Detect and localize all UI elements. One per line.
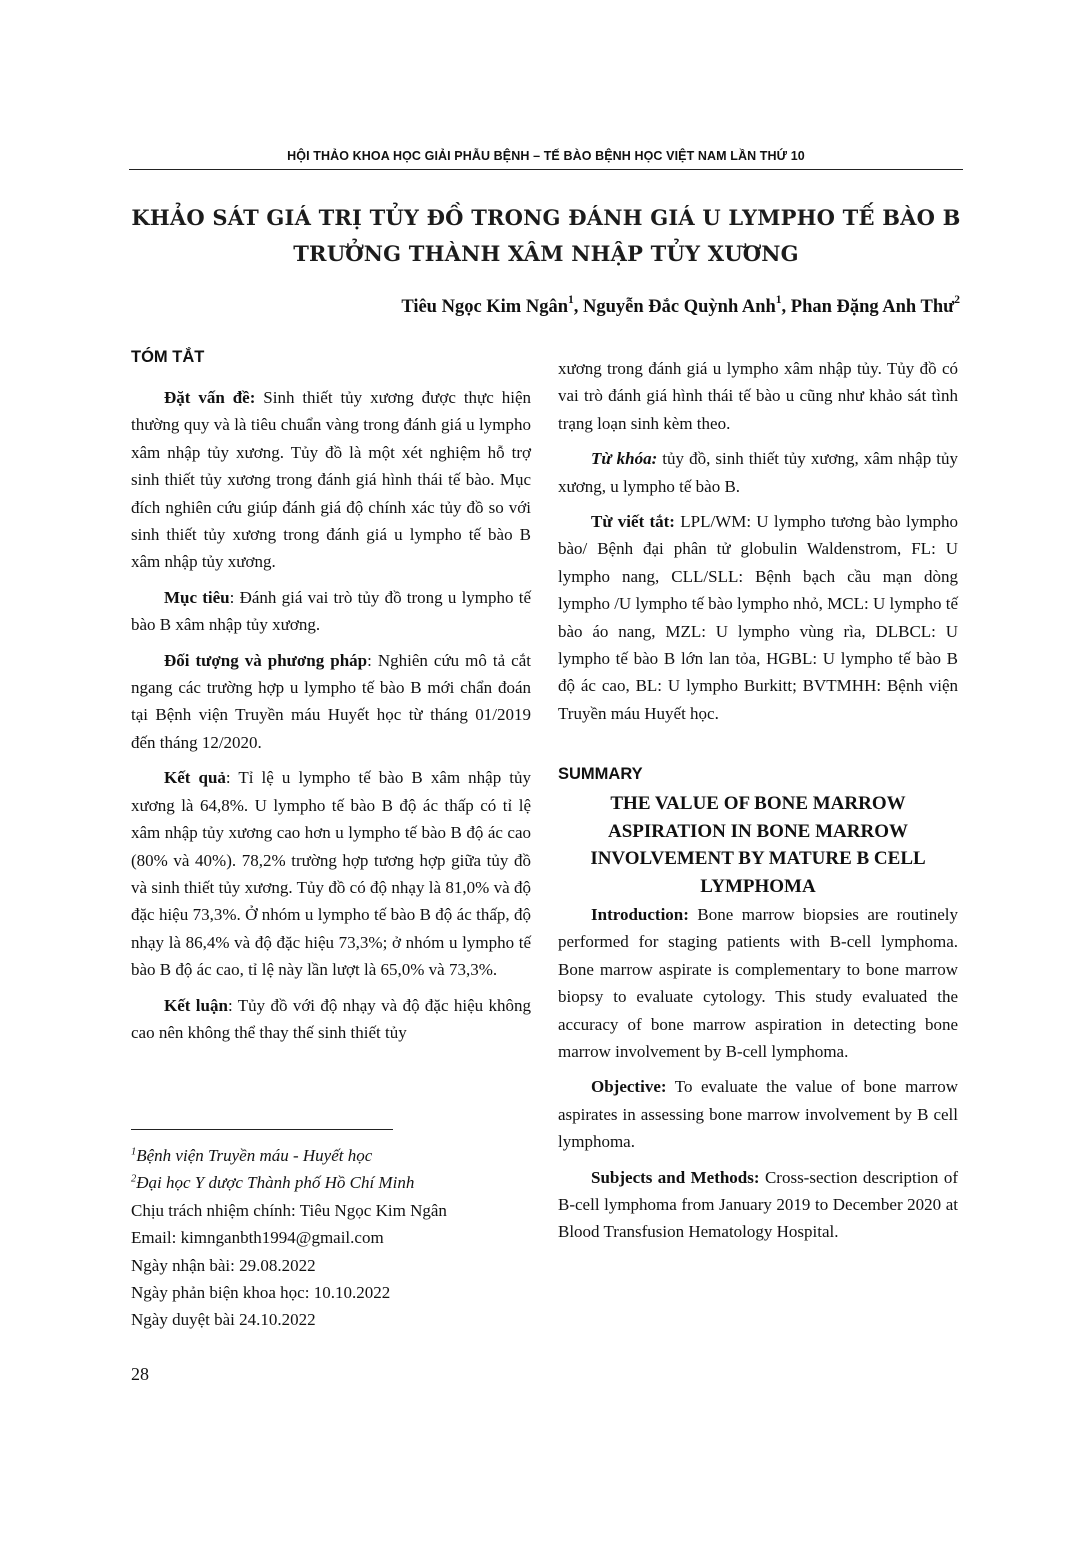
methods-paragraph bbox=[558, 1164, 958, 1246]
ket-luan-continuation: xương trong đánh giá u lympho xâm nhập tủy. Tủy đồ có vai trò đánh giá hình thái tế bào u cũng như khảo sát tình trạng loạn sinh kèm theo. bbox=[558, 359, 958, 433]
page-number: 28 bbox=[131, 1364, 149, 1384]
author-name: Phan Đặng Anh Thư bbox=[790, 297, 955, 317]
ket-luan-label: Kết luận bbox=[164, 995, 228, 1015]
tomtat-heading: TÓM TẮT bbox=[131, 348, 205, 366]
contact-email: Email: kimnganbth1994@gmail.com bbox=[131, 1228, 384, 1248]
tu-khoa-label: Từ khóa: bbox=[591, 449, 658, 469]
muc-tieu-label: Mục tiêu bbox=[164, 587, 230, 607]
muc-tieu-paragraph bbox=[131, 584, 531, 639]
affiliation-text: Bệnh viện Truyền máu - Huyết học bbox=[136, 1146, 373, 1165]
abstract-vi-right-column bbox=[558, 355, 958, 735]
title-line-1: KHẢO SÁT GIÁ TRỊ TỦY ĐỒ TRONG ĐÁNH GIÁ U LYMPHO TẾ BÀO B bbox=[131, 205, 961, 230]
ket-luan-paragraph bbox=[131, 992, 531, 1047]
introduction-paragraph bbox=[558, 901, 958, 1065]
footnotes bbox=[131, 1142, 551, 1334]
author-affiliation: 2 bbox=[954, 293, 960, 306]
english-title-line: ASPIRATION IN BONE MARROW bbox=[608, 820, 908, 842]
english-title-line: INVOLVEMENT BY MATURE B CELL bbox=[590, 848, 926, 869]
footnote-marker: 1 bbox=[131, 1146, 137, 1158]
author-name: Nguyễn Đắc Quỳnh Anh bbox=[583, 297, 776, 317]
author-name: Tiêu Ngọc Kim Ngân bbox=[401, 297, 568, 317]
methods-text: Cross-section description of B-cell lymphoma from January 2019 to December 2020 at Blood Transfusion Hematology Hospital. bbox=[558, 1167, 958, 1242]
responsible-author: Chịu trách nhiệm chính: Tiêu Ngọc Kim Ngân bbox=[131, 1200, 447, 1220]
tu-viet-tat-text: LPL/WM: U lympho tương bào lympho bào/ Bệnh đại phân tử globulin Waldenstrom, FL: U lympho nang, CLL/SLL: Bệnh bạch cầu mạn dòng lympho /U lympho tế bào lympho nhỏ, MCL: U lympho tế bào áo nang, MZL: U lympho vùng rìa, DLBCL: U lympho tế bào B lớn lan tỏa, HGBL: U lympho tế bào B độ ác cao, BL: U lympho Burkitt; BVTMHH: Bệnh viện Truyền máu Huyết học. bbox=[558, 512, 958, 723]
tu-khoa-text: tủy đồ, sinh thiết tủy xương, xâm nhập tủy xương, u lympho tế bào B. bbox=[558, 449, 958, 496]
english-title-line: THE VALUE OF BONE MARROW bbox=[610, 793, 906, 814]
footnote-rule bbox=[131, 1129, 393, 1130]
methods-label: Subjects and Methods: bbox=[591, 1167, 760, 1187]
footnote-marker: 2 bbox=[131, 1173, 137, 1185]
received-date: Ngày nhận bài: 29.08.2022 bbox=[131, 1255, 316, 1275]
abstract-vi-left-column bbox=[131, 384, 531, 1054]
muc-tieu-text: : Đánh giá vai trò tủy đồ trong u lympho tế bào B xâm nhập tủy xương. bbox=[131, 587, 531, 635]
ket-luan-text: : Tủy đồ với độ nhạy và độ đặc hiệu không cao nên không thể thay thế sinh thiết tủy bbox=[131, 995, 532, 1042]
affiliation-text: Đại học Y dược Thành phố Hồ Chí Minh bbox=[136, 1173, 415, 1193]
header-rule bbox=[129, 169, 963, 170]
ket-qua-paragraph bbox=[131, 764, 531, 983]
author-separator: , bbox=[781, 297, 791, 317]
objective-paragraph bbox=[558, 1073, 958, 1155]
dat-van-de-label: Đặt vấn đề: bbox=[164, 388, 256, 407]
review-date: Ngày phản biện khoa học: 10.10.2022 bbox=[131, 1283, 391, 1303]
dat-van-de-paragraph bbox=[131, 384, 531, 576]
english-title bbox=[558, 790, 958, 900]
doi-tuong-text: : Nghiên cứu mô tả cắt ngang các trường hợp u lympho tế bào B mới chẩn đoán tại Bệnh viện Truyền máu Huyết học từ tháng 01/2019 đến tháng 12/2020. bbox=[131, 650, 531, 752]
running-header: HỘI THẢO KHOA HỌC GIẢI PHẪU BỆNH – TẾ BÀO BỆNH HỌC VIỆT NAM LẦN THỨ 10 bbox=[287, 149, 805, 163]
ket-qua-label: Kết quả bbox=[164, 768, 226, 788]
tu-viet-tat-label: Từ viết tắt: bbox=[591, 512, 675, 532]
ket-qua-text: : Tỉ lệ u lympho tế bào B xâm nhập tủy xương là 64,8%. U lympho tế bào B độ ác thấp có tỉ lệ xâm nhập tủy xương cao hơn u lympho tế bào B độ ác cao (80% và 40%). 78,2% trường hợp tương hợp giữa tủy đồ và sinh thiết tủy xương. Tủy đồ có độ nhạy là 81,0% và độ đặc hiệu 73,3%. Ở nhóm u lympho tế bào B độ ác thấp, độ nhạy là 86,4% và độ đặc hiệu 73,3%; ở nhóm u lympho tế bào B độ ác cao, tỉ lệ này lần lượt là 65,0% và 73,3%. bbox=[131, 768, 531, 980]
dat-van-de-text: Sinh thiết tủy xương được thực hiện thường quy và là tiêu chuẩn vàng trong đánh giá u lympho xâm nhập tủy xương. Tủy đồ là một xét nghiệm hỗ trợ sinh thiết tủy xương trong đánh giá hình thái tế bào. Mục đích nghiên cứu giúp đánh giá độ chính xác tủy đồ so với sinh thiết tủy xương trong đánh giá u lympho tế bào B xâm nhập tủy xương. bbox=[131, 388, 531, 572]
tu-viet-tat-paragraph bbox=[558, 508, 958, 727]
author-affiliation: 1 bbox=[568, 293, 574, 306]
abstract-en-column bbox=[558, 901, 958, 1254]
doi-tuong-label: Đối tượng và phương pháp bbox=[164, 650, 368, 670]
author-affiliation: 1 bbox=[775, 293, 782, 306]
introduction-text: Bone marrow biopsies are routinely performed for staging patients with B-cell lymphoma. Bone marrow aspirate is complementary to bone marrow biopsy to evaluate cytology. This study evaluated the accuracy of bone marrow aspiration in detecting bone marrow involvement by B-cell lymphoma. bbox=[558, 905, 958, 1062]
title-line-2: TRƯỞNG THÀNH XÂM NHẬP TỦY XƯƠNG bbox=[293, 241, 799, 266]
introduction-label: Introduction: bbox=[591, 905, 689, 924]
accepted-date: Ngày duyệt bài 24.10.2022 bbox=[131, 1310, 316, 1330]
objective-text: To evaluate the value of bone marrow aspirates in assessing bone marrow involvement by B cell lymphoma. bbox=[558, 1077, 958, 1152]
doi-tuong-paragraph bbox=[131, 647, 531, 757]
summary-heading: SUMMARY bbox=[558, 765, 643, 783]
author-list bbox=[401, 293, 960, 318]
objective-label: Objective: bbox=[591, 1077, 667, 1097]
tu-khoa-paragraph bbox=[558, 445, 958, 500]
english-title-line: LYMPHOMA bbox=[700, 875, 816, 897]
affiliation-footnote-2 bbox=[131, 1169, 551, 1196]
author-separator: , bbox=[573, 297, 583, 317]
paper-title bbox=[129, 200, 963, 272]
affiliation-footnote-1 bbox=[131, 1142, 551, 1169]
